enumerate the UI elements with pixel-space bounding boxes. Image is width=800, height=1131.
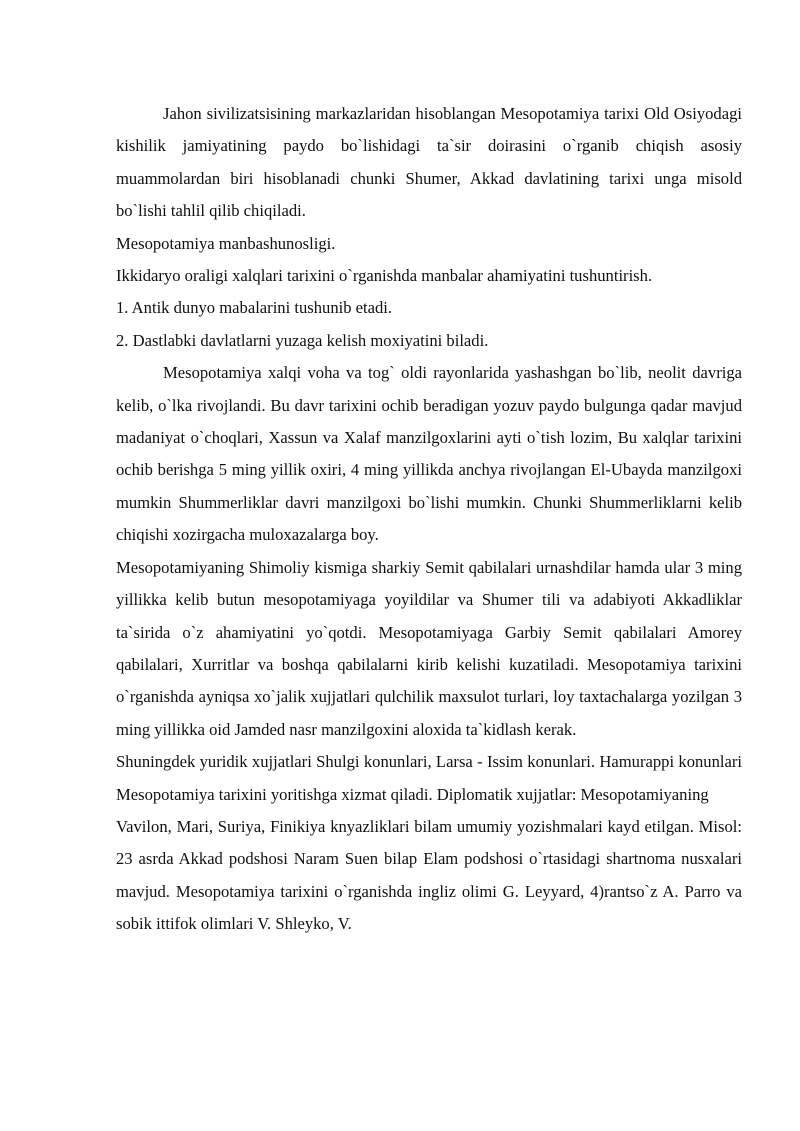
paragraph-semitic-tribes: Mesopotamiyaning Shimoliy kismiga sharkiy Semit qabilalari urnashdilar hamda ular 3 ming yillikka kelib butun mesopotamiyaga yoyildilar va Shumer tili va adabiyoti Akkadliklar ta`sirida o`z ahamiyatini yo`qotdi. Mesopotamiyaga Garbiy Semit qabilalari Amorey qabilalari, Xurritlar va boshqa qabilalarni kirib kelishi kuzatiladi. Mesopotamiya tarixini o`rganishda ayniqsa xo`jalik xujjatlari qulchilik maxsulot turlari, loy taxtachalarga yozilgan 3 ming yillikka oid Jamded nasr manzilgoxini aloxida ta`kidlash kerak.: [116, 557, 742, 739]
paragraph-objective: Ikkidaryo oraligi xalqlari tarixini o`rganishda manbalar ahamiyatini tushuntirish.: [116, 266, 653, 286]
heading-source-studies: Mesopotamiya manbashunosligi.: [116, 233, 336, 253]
paragraph-legal-documents: Shuningdek yuridik xujjatlari Shulgi konunlari, Larsa - Issim konunlari. Hamurappi konunlari Mesopotamiya tarixini yoritishga xizmat qiladi. Diplomatik xujjatlar: Mesopotamiyaning: [116, 752, 742, 804]
paragraph-diplomatic-correspondence: Vavilon, Mari, Suriya, Finikiya knyazliklari bilam umumiy yozishmalari kayd etilgan. Misol: 23 asrda Akkad podshosi Naram Suen bilap Elam podshosi o`rtasidagi shartnoma nusxalari mavjud. Mesopotamiya tarixini o`rganishda ingliz olimi G. Leyyard, 4)rantso`z A. Parro va sobik ittifok olimlari V. Shleyko, V.: [116, 816, 742, 934]
paragraph-neolithic: Mesopotamiya xalqi voha va tog` oldi rayonlarida yashashgan bo`lib, neolit davriga kelib, o`lka rivojlandi. Bu davr tarixini ochib beradigan yozuv paydo bulgunga qadar mavjud madaniyat o`choqlari, Xassun va Xalaf manzilgoxlarini ayti o`tish lozim, Bu xalqlar tarixini ochib berishga 5 ming yillik oxiri, 4 ming yillikda anchya rivojlangan El-Ubayda manzilgoxi mumkin Shummerliklar davri manzilgoxi bo`lishi mumkin. Chunki Shummerliklarni kelib chiqishi xozirgacha muloxazalarga boy.: [116, 363, 742, 545]
document-body: [116, 98, 742, 941]
list-item-2: 2. Dastlabki davlatlarni yuzaga kelish moxiyatini biladi.: [116, 330, 489, 350]
list-item-1: 1. Antik dunyo mabalarini tushunib etadi.: [116, 298, 393, 318]
paragraph-intro: Jahon sivilizatsisining markazlaridan hisoblangan Mesopotamiya tarixi Old Osiyodagi kishilik jamiyatining paydo bo`lishidagi ta`sir doirasini o`rganib chiqish asosiy muammolardan biri hisoblanadi chunki Shumer, Akkad davlatining tarixi unga misold bo`lishi tahlil qilib chiqiladi.: [116, 104, 742, 221]
